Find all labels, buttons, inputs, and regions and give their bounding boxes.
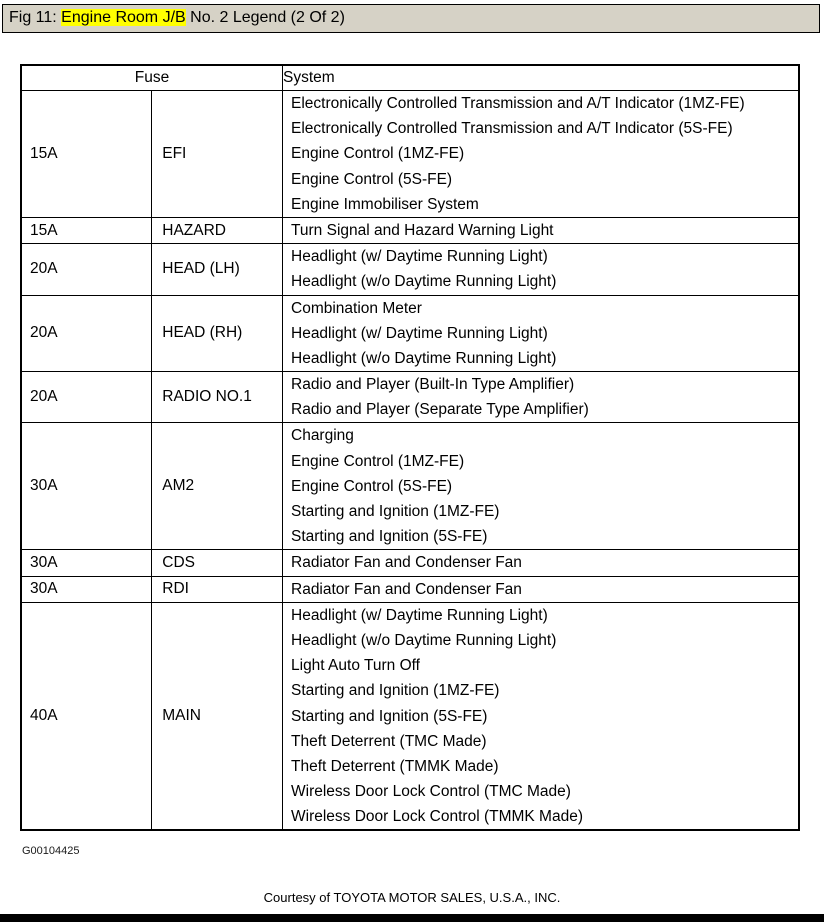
figure-code: G00104425 (22, 845, 80, 857)
system-line: Headlight (w/o Daytime Running Light) (291, 631, 557, 649)
fuse-amp-cell: 15A (21, 91, 152, 218)
system-line: Engine Control (5S-FE) (291, 170, 453, 188)
fuse-amp-cell: 30A (21, 576, 152, 602)
system-line: Electronically Controlled Transmission and A/T Indicator (1MZ-FE) (291, 95, 745, 112)
fuse-name-cell: EFI (152, 91, 283, 218)
system-line: Electronically Controlled Transmission and A/T Indicator (5S-FE) (291, 120, 733, 138)
system-line: Headlight (w/o Daytime Running Light) (291, 273, 557, 291)
fuse-name-cell: HEAD (LH) (152, 244, 283, 295)
system-line: Light Auto Turn Off (291, 657, 420, 675)
fuse-name-cell: MAIN (152, 602, 283, 830)
figure-title-highlight: Engine Room J/B (61, 9, 186, 26)
table-row (21, 550, 799, 576)
system-line: Engine Immobiliser System (291, 195, 479, 213)
system-line: Theft Deterrent (TMC Made) (291, 732, 487, 750)
figure-title-bar (2, 4, 820, 33)
courtesy-line: Courtesy of TOYOTA MOTOR SALES, U.S.A., INC. (263, 890, 561, 905)
figure-title-prefix: Fig 11: (9, 9, 62, 26)
system-cell (283, 217, 800, 243)
table-row (21, 91, 799, 218)
table-row (21, 244, 799, 295)
table-row (21, 423, 799, 550)
bottom-divider-bar (0, 914, 824, 922)
system-cell (283, 576, 800, 602)
system-line: Radiator Fan and Condenser Fan (291, 554, 522, 572)
fuse-amp-cell: 30A (21, 550, 152, 576)
fuse-legend-table (20, 64, 800, 831)
table-row (21, 217, 799, 243)
system-cell (283, 295, 800, 372)
system-line: Starting and Ignition (1MZ-FE) (291, 503, 500, 520)
system-line: Starting and Ignition (1MZ-FE) (291, 682, 500, 700)
system-line: Headlight (w/o Daytime Running Light) (291, 349, 557, 367)
system-cell (283, 550, 800, 576)
system-line: Turn Signal and Hazard Warning Light (291, 221, 554, 239)
fuse-amp-cell: 20A (21, 295, 152, 372)
system-line: Headlight (w/ Daytime Running Light) (291, 606, 548, 624)
fuse-name-cell: RDI (152, 576, 283, 602)
system-line: Headlight (w/ Daytime Running Light) (291, 324, 548, 342)
fuse-name-cell: RADIO NO.1 (152, 372, 283, 423)
table-row (21, 576, 799, 602)
system-cell (283, 602, 800, 830)
fuse-amp-cell: 30A (21, 423, 152, 550)
fuse-name-cell: AM2 (152, 423, 283, 550)
fuse-amp-cell: 40A (21, 602, 152, 830)
table-body (21, 91, 799, 831)
system-cell (283, 423, 800, 550)
system-line: Engine Control (5S-FE) (291, 477, 453, 495)
system-line: Wireless Door Lock Control (TMMK Made) (291, 808, 583, 826)
fuse-amp-cell: 20A (21, 244, 152, 295)
table-row (21, 602, 799, 830)
header-row (21, 65, 799, 91)
fuse-name-cell: HEAD (RH) (152, 295, 283, 372)
system-cell (283, 372, 800, 423)
table-row (21, 372, 799, 423)
system-line: Radio and Player (Separate Type Amplifier) (291, 401, 589, 419)
system-line: Radio and Player (Built-In Type Amplifier) (291, 376, 575, 394)
system-line: Starting and Ignition (5S-FE) (291, 528, 488, 546)
system-line: Headlight (w/ Daytime Running Light) (291, 248, 548, 266)
table-header (21, 65, 799, 91)
system-line: Starting and Ignition (5S-FE) (291, 707, 488, 725)
fuse-amp-cell: 15A (21, 217, 152, 243)
system-line: Engine Control (1MZ-FE) (291, 145, 465, 163)
figure-title-suffix: No. 2 Legend (2 Of 2) (185, 9, 345, 26)
fuse-column-header: Fuse (21, 65, 283, 91)
system-cell (283, 91, 800, 218)
table-row (21, 295, 799, 372)
system-line: Charging (291, 427, 354, 445)
system-line: Radiator Fan and Condenser Fan (291, 580, 522, 598)
system-line: Wireless Door Lock Control (TMC Made) (291, 783, 571, 801)
fuse-name-cell: HAZARD (152, 217, 283, 243)
system-line: Engine Control (1MZ-FE) (291, 452, 465, 470)
system-line: Combination Meter (291, 299, 422, 317)
system-line: Theft Deterrent (TMMK Made) (291, 757, 499, 775)
system-column-header: System (283, 65, 800, 91)
fuse-name-cell: CDS (152, 550, 283, 576)
system-cell (283, 244, 800, 295)
fuse-amp-cell: 20A (21, 372, 152, 423)
